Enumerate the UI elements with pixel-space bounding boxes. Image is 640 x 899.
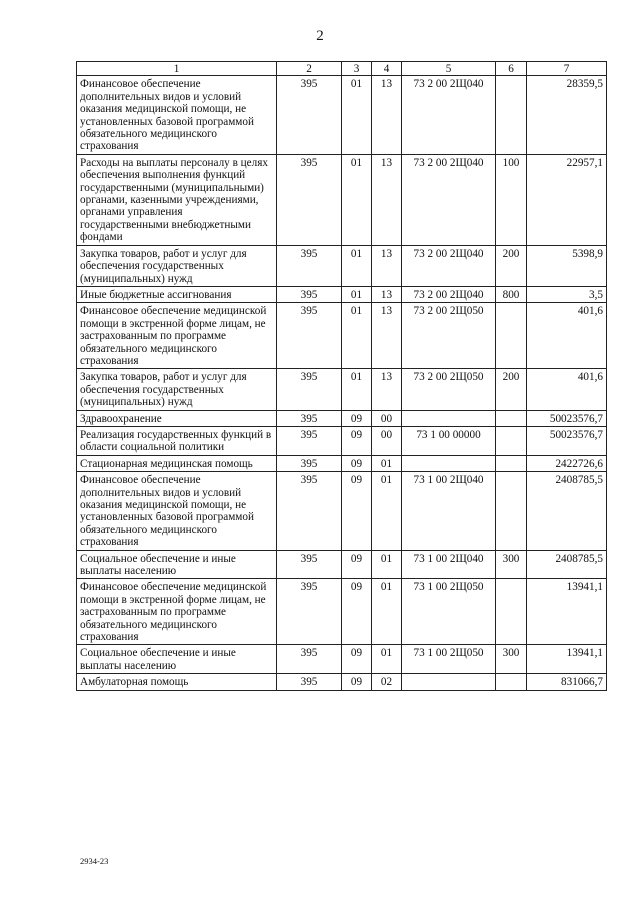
expense-type-cell [496,579,527,645]
target-article-cell: 73 1 00 2Щ050 [402,579,496,645]
amount-cell: 13941,1 [527,645,607,674]
column-header: 1 [77,62,277,76]
ministry-code-cell: 395 [277,645,342,674]
amount-cell: 50023576,7 [527,426,607,455]
ministry-code-cell: 395 [277,303,342,369]
ministry-code-cell: 395 [277,245,342,286]
target-article-cell [402,410,496,426]
table-row [77,245,607,286]
subsection-code-cell: 13 [372,154,402,245]
section-code-cell: 09 [342,550,372,579]
ministry-code-cell: 395 [277,550,342,579]
section-code-cell: 01 [342,245,372,286]
table-row [77,410,607,426]
expense-name-cell: Расходы на выплаты персоналу в целях обеспечения выполнения функций государственными (муниципальными) органами, казенными учреждениями, органами управления государственными внебюджетными фондами [77,154,277,245]
ministry-code-cell: 395 [277,472,342,550]
target-article-cell: 73 1 00 2Щ040 [402,472,496,550]
column-header: 3 [342,62,372,76]
expense-name-cell: Финансовое обеспечение дополнительных видов и условий оказания медицинской помощи, не установленных базовой программой обязательного медицинского страхования [77,76,277,154]
table-row [77,674,607,690]
ministry-code-cell: 395 [277,674,342,690]
ministry-code-cell: 395 [277,286,342,302]
section-code-cell: 01 [342,369,372,410]
table-row [77,303,607,369]
target-article-cell: 73 2 00 2Щ050 [402,369,496,410]
section-code-cell: 01 [342,154,372,245]
table-row [77,426,607,455]
amount-cell: 22957,1 [527,154,607,245]
expense-type-cell [496,410,527,426]
amount-cell: 401,6 [527,369,607,410]
expense-name-cell: Здравоохранение [77,410,277,426]
table-row [77,579,607,645]
amount-cell: 831066,7 [527,674,607,690]
table-row [77,76,607,154]
table-row [77,286,607,302]
expense-type-cell [496,674,527,690]
expense-type-cell: 100 [496,154,527,245]
expense-name-cell: Закупка товаров, работ и услуг для обеспечения государственных (муниципальных) нужд [77,245,277,286]
expense-type-cell [496,455,527,471]
subsection-code-cell: 02 [372,674,402,690]
target-article-cell: 73 1 00 2Щ040 [402,550,496,579]
expense-name-cell: Иные бюджетные ассигнования [77,286,277,302]
section-code-cell: 09 [342,645,372,674]
expense-type-cell [496,426,527,455]
target-article-cell [402,674,496,690]
column-header: 6 [496,62,527,76]
target-article-cell: 73 1 00 2Щ050 [402,645,496,674]
subsection-code-cell: 00 [372,426,402,455]
column-header: 2 [277,62,342,76]
subsection-code-cell: 13 [372,286,402,302]
amount-cell: 401,6 [527,303,607,369]
column-header: 4 [372,62,402,76]
target-article-cell: 73 1 00 00000 [402,426,496,455]
table-row [77,369,607,410]
expense-type-cell: 300 [496,550,527,579]
table-row [77,154,607,245]
expense-name-cell: Финансовое обеспечение медицинской помощи в экстренной форме лицам, не застрахованным по программе обязательного медицинского страхования [77,579,277,645]
amount-cell: 13941,1 [527,579,607,645]
amount-cell: 2408785,5 [527,550,607,579]
expense-name-cell: Реализация государственных функций в области социальной политики [77,426,277,455]
subsection-code-cell: 13 [372,245,402,286]
expense-type-cell [496,472,527,550]
expense-type-cell [496,303,527,369]
budget-table [76,61,607,691]
subsection-code-cell: 01 [372,550,402,579]
expense-name-cell: Финансовое обеспечение медицинской помощи в экстренной форме лицам, не застрахованным по программе обязательного медицинского страхования [77,303,277,369]
target-article-cell: 73 2 00 2Щ040 [402,76,496,154]
section-code-cell: 09 [342,674,372,690]
expense-name-cell: Закупка товаров, работ и услуг для обеспечения государственных (муниципальных) нужд [77,369,277,410]
document-code: 2934-23 [80,856,109,866]
expense-name-cell: Социальное обеспечение и иные выплаты населению [77,645,277,674]
ministry-code-cell: 395 [277,369,342,410]
amount-cell: 3,5 [527,286,607,302]
subsection-code-cell: 01 [372,645,402,674]
section-code-cell: 09 [342,472,372,550]
table-row [77,472,607,550]
table-row [77,645,607,674]
subsection-code-cell: 01 [372,579,402,645]
target-article-cell: 73 2 00 2Щ050 [402,303,496,369]
expense-name-cell: Стационарная медицинская помощь [77,455,277,471]
target-article-cell [402,455,496,471]
section-code-cell: 01 [342,286,372,302]
ministry-code-cell: 395 [277,579,342,645]
section-code-cell: 01 [342,303,372,369]
ministry-code-cell: 395 [277,154,342,245]
table-row [77,455,607,471]
amount-cell: 28359,5 [527,76,607,154]
column-header: 7 [527,62,607,76]
amount-cell: 2408785,5 [527,472,607,550]
expense-name-cell: Финансовое обеспечение дополнительных видов и условий оказания медицинской помощи, не установленных базовой программой обязательного медицинского страхования [77,472,277,550]
table-row [77,550,607,579]
section-code-cell: 09 [342,410,372,426]
subsection-code-cell: 01 [372,455,402,471]
expense-type-cell: 800 [496,286,527,302]
amount-cell: 2422726,6 [527,455,607,471]
expense-name-cell: Социальное обеспечение и иные выплаты населению [77,550,277,579]
amount-cell: 50023576,7 [527,410,607,426]
subsection-code-cell: 13 [372,369,402,410]
target-article-cell: 73 2 00 2Щ040 [402,286,496,302]
ministry-code-cell: 395 [277,426,342,455]
section-code-cell: 01 [342,76,372,154]
expense-type-cell: 200 [496,369,527,410]
ministry-code-cell: 395 [277,410,342,426]
target-article-cell: 73 2 00 2Щ040 [402,154,496,245]
ministry-code-cell: 395 [277,76,342,154]
section-code-cell: 09 [342,426,372,455]
expense-type-cell [496,76,527,154]
subsection-code-cell: 01 [372,472,402,550]
section-code-cell: 09 [342,579,372,645]
table-header-row [77,62,607,76]
subsection-code-cell: 13 [372,76,402,154]
column-header: 5 [402,62,496,76]
expense-type-cell: 200 [496,245,527,286]
ministry-code-cell: 395 [277,455,342,471]
target-article-cell: 73 2 00 2Щ040 [402,245,496,286]
expense-type-cell: 300 [496,645,527,674]
amount-cell: 5398,9 [527,245,607,286]
section-code-cell: 09 [342,455,372,471]
page-number: 2 [316,28,324,44]
subsection-code-cell: 00 [372,410,402,426]
subsection-code-cell: 13 [372,303,402,369]
expense-name-cell: Амбулаторная помощь [77,674,277,690]
table-body [77,76,607,690]
